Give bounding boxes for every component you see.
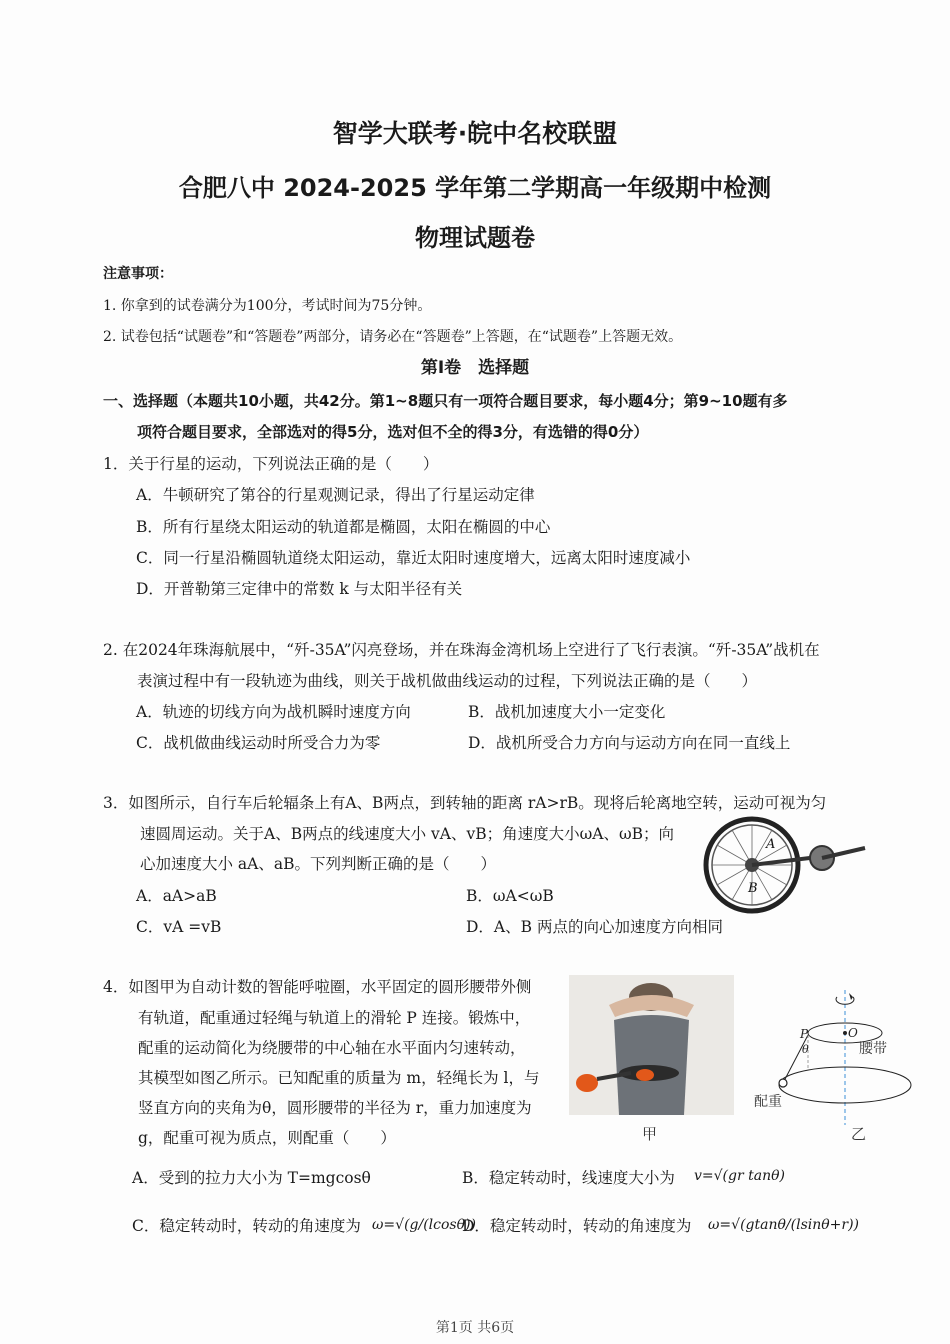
q2-stem-line1: 2. 在2024年珠海航展中，“歼-35A”闪亮登场，并在珠海金湾机场上空进行了飞行表演。“歼-35A”战机在 [103,641,820,659]
q1-option-b: B．所有行星绕太阳运动的轨道都是椭圆，太阳在椭圆的中心 [136,518,551,536]
q4-option-b-formula: v=√(gr tanθ) [694,1168,786,1184]
q2-option-d: D．战机所受合力方向与运动方向在同一直线上 [468,734,791,752]
section-title: 第Ⅰ卷 选择题 [420,358,530,378]
q2-option-a: A．轨迹的切线方向为战机瞬时速度方向 [136,703,411,721]
point-a-label: A [766,837,776,852]
bicycle-wheel-figure [700,815,875,920]
notice-heading: 注意事项： [103,266,173,282]
q3-option-a: A．aA>aB [136,887,217,905]
q3-stem-line1: 3．如图所示，自行车后轮辐条上有A、B两点，到转轴的距离 rA>rB。现将后轮离地空转，运动可视为匀 [103,794,827,812]
q2-stem-line2: 表演过程中有一段轨迹为曲线，则关于战机做曲线运动的过程，下列说法正确的是（ ） [137,672,758,690]
weight-ball [779,1079,787,1087]
caption-jia: 甲 [642,1125,658,1143]
chain-stay [752,857,818,865]
point-b-label: B [748,881,758,896]
center-o [843,1031,847,1035]
q4-option-a: A．受到的拉力大小为 T=mgcosθ [132,1169,371,1187]
q4-option-b: B．稳定转动时，线速度大小为 [462,1169,675,1187]
q4-option-c-formula: ω=√(g/(lcosθ)) [372,1217,476,1233]
hula-hoop-photo [569,975,734,1115]
section-intro-line1: 一、选择题（本题共10小题，共42分。第1~8题只有一项符合题目要求，每小题4分；第9~10题有多 [103,392,788,410]
q3-option-c: C．vA =vB [136,918,222,936]
q3-option-d: D．A、B 两点的向心加速度方向相同 [466,918,723,936]
weight-label: 配重 [754,1094,782,1110]
exam-alliance-title: 智学大联考·皖中名校联盟 [332,119,618,148]
hula-hoop-model-figure [748,985,918,1135]
section-intro-line2: 项符合题目要求，全部选对的得5分，选对但不全的得3分，有选错的得0分） [137,423,649,441]
q4-stem-line4: 其模型如图乙所示。已知配重的质量为 m，轻绳长为 l，与 [138,1069,540,1087]
caption-yi: 乙 [851,1125,867,1143]
exam-subject-title: 物理试题卷 [415,224,535,252]
q4-stem-line5: 竖直方向的夹角为θ，圆形腰带的半径为 r，重力加速度为 [138,1099,532,1117]
q3-option-b: B．ωA<ωB [466,887,554,905]
q3-stem-line3: 心加速度大小 aA、aB。下列判断正确的是（ ） [140,855,496,873]
notice-item-2: 2. 试卷包括“试题卷”和“答题卷”两部分，请务必在“答题卷”上答题，在“试题卷”上答题无效。 [103,329,683,345]
q4-stem-line3: 配重的运动简化为绕腰带的中心轴在水平面内匀速转动， [138,1039,526,1057]
q4-stem-line1: 4．如图甲为自动计数的智能呼啦圈，水平固定的圆形腰带外侧 [103,978,532,996]
notice-item-1: 1. 你拿到的试卷满分为100分，考试时间为75分钟。 [103,298,432,314]
angle-theta-label: θ [802,1043,809,1056]
q1-option-d: D．开普勒第三定律中的常数 k 与太阳半径有关 [136,580,463,598]
q3-stem-line2: 速圆周运动。关于A、B两点的线速度大小 vA、vB；角速度大小ωA、ωB；向 [140,825,674,843]
pulley-p-label: P [800,1027,809,1041]
q4-option-d: D．稳定转动时，转动的角速度为 [462,1217,692,1235]
q4-option-d-formula: ω=√(gtanθ/(lsinθ+r)) [708,1217,860,1233]
q2-option-c: C．战机做曲线运动时所受合力为零 [136,734,381,752]
center-o-label: O [848,1026,858,1040]
q1-option-a: A．牛顿研究了第谷的行星观测记录，得出了行星运动定律 [136,486,535,504]
q4-stem-line2: 有轨道，配重通过轻绳与轨道上的滑轮 P 连接。锻炼中， [138,1009,531,1027]
q1-stem: 1．关于行星的运动，下列说法正确的是（ ） [103,455,439,473]
q4-stem-line6: g，配重可视为质点，则配重（ ） [138,1129,396,1147]
q4-option-c: C．稳定转动时，转动的角速度为 [132,1217,361,1235]
belt-label: 腰带 [859,1041,887,1057]
page-footer: 第1页 共6页 [435,1320,515,1336]
q2-option-b: B．战机加速度大小一定变化 [468,703,666,721]
exam-school-title: 合肥八中 2024-2025 学年第二学期高一年级期中检测 [178,174,772,202]
q1-option-c: C．同一行星沿椭圆轨道绕太阳运动，靠近太阳时速度增大，远离太阳时速度减小 [136,549,691,567]
